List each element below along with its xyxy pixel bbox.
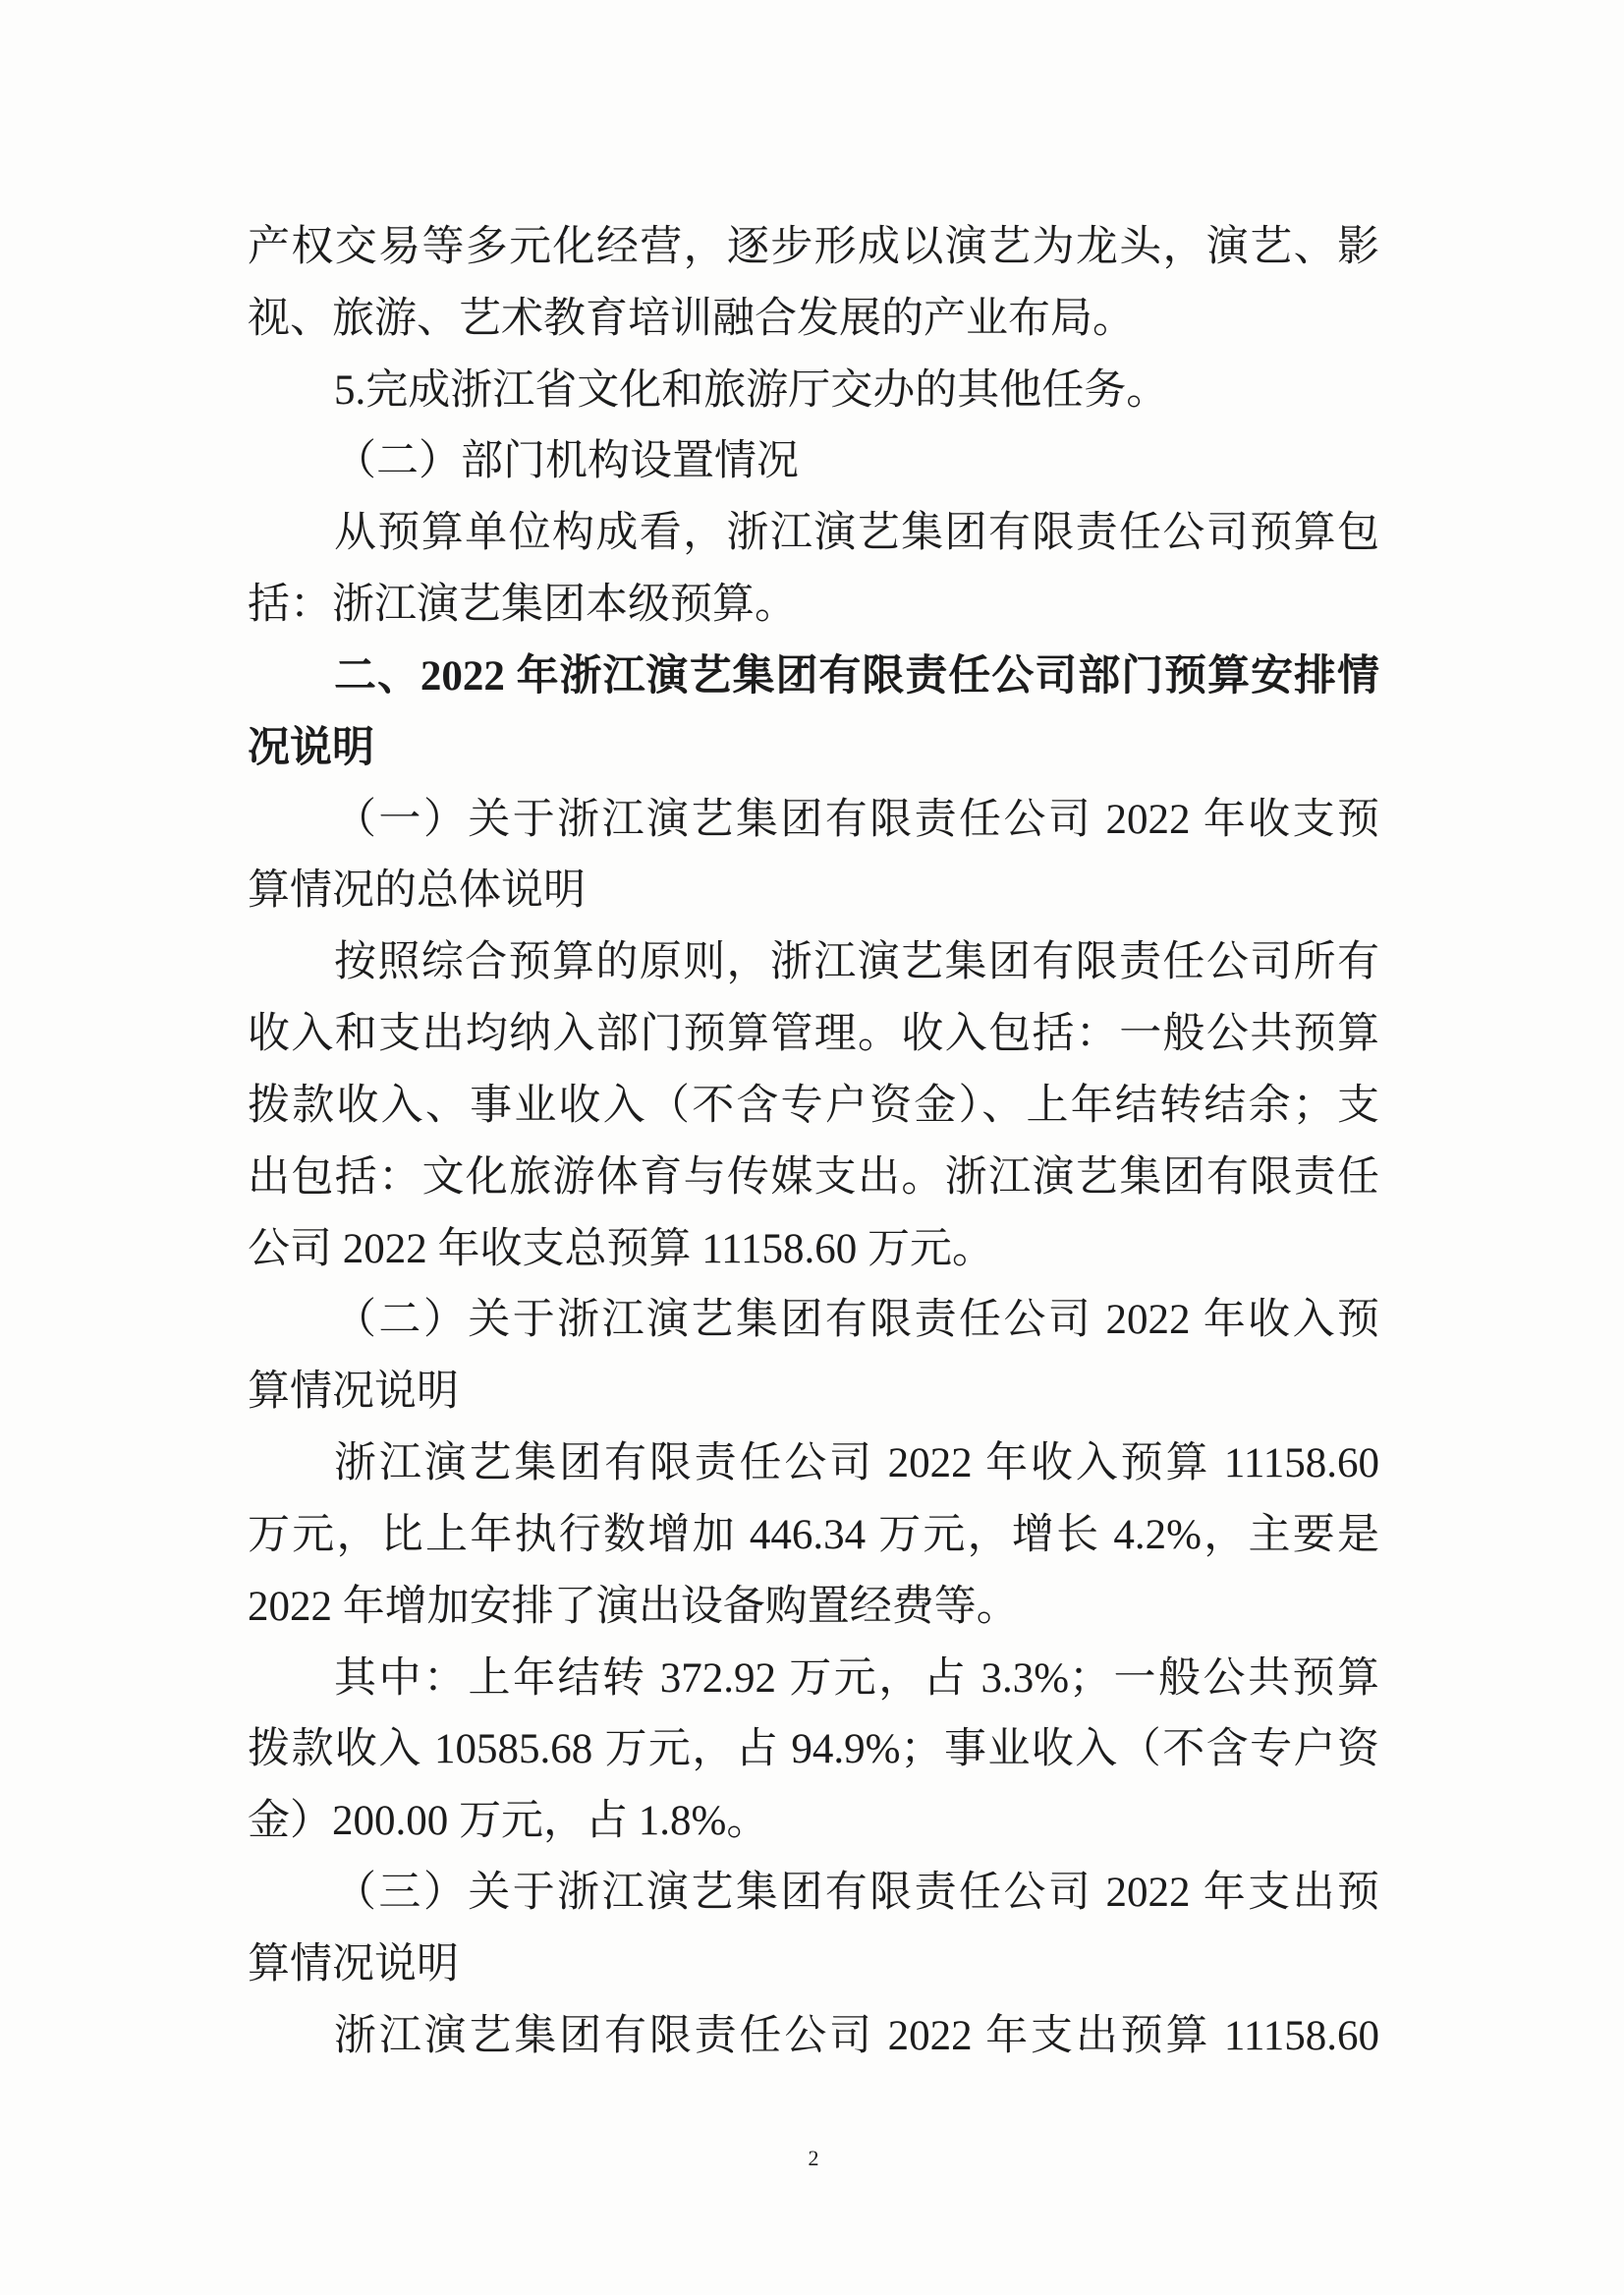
- section-heading: （二）关于浙江演艺集团有限责任公司 2022 年收入预: [334, 1297, 1379, 1344]
- section-heading: 算情况的总体说明: [248, 868, 586, 915]
- chapter-heading: 况说明: [248, 724, 374, 771]
- text-line: 产权交易等多元化经营，逐步形成以演艺为龙头，演艺、影: [248, 224, 1379, 270]
- section-heading: （三）关于浙江演艺集团有限责任公司 2022 年支出预: [334, 1870, 1379, 1917]
- text-line: 2022 年增加安排了演出设备购置经费等。: [248, 1583, 1019, 1630]
- section-heading: （一）关于浙江演艺集团有限责任公司 2022 年收支预: [334, 796, 1379, 843]
- text-line: 拨款收入 10585.68 万元，占 94.9%；事业收入（不含专户资: [248, 1726, 1379, 1773]
- page-number: 2: [808, 2146, 819, 2170]
- section-heading: （二）部门机构设置情况: [334, 438, 799, 485]
- section-heading: 算情况说明: [248, 1940, 459, 1987]
- text-line: 拨款收入、事业收入（不含专户资金）、上年结转结余；支: [248, 1082, 1379, 1129]
- document-body: [248, 212, 1379, 2073]
- text-line: 从预算单位构成看，浙江演艺集团有限责任公司预算包: [334, 510, 1379, 557]
- list-item-5: 5.完成浙江省文化和旅游厅交办的其他任务。: [334, 366, 1169, 414]
- text-line: 括：浙江演艺集团本级预算。: [248, 582, 797, 629]
- text-line: 其中：上年结转 372.92 万元，占 3.3%；一般公共预算: [334, 1654, 1379, 1702]
- text-line: 按照综合预算的原则，浙江演艺集团有限责任公司所有: [334, 939, 1379, 986]
- text-line: 出包括：文化旅游体育与传媒支出。浙江演艺集团有限责任: [248, 1153, 1379, 1201]
- text-line: 浙江演艺集团有限责任公司 2022 年支出预算 11158.60: [334, 2012, 1379, 2059]
- text-line: 金）200.00 万元，占 1.8%。: [248, 1798, 769, 1845]
- chapter-heading: 二、2022 年浙江演艺集团有限责任公司部门预算安排情: [334, 652, 1379, 700]
- text-line: 万元，比上年执行数增加 446.34 万元，增长 4.2%，主要是: [248, 1511, 1379, 1558]
- text-line: 视、旅游、艺术教育培训融合发展的产业布局。: [248, 295, 1135, 342]
- text-line: 公司 2022 年收支总预算 11158.60 万元。: [248, 1225, 995, 1272]
- text-line: 收入和支出均纳入部门预算管理。收入包括：一般公共预算: [248, 1011, 1379, 1058]
- section-heading: 算情况说明: [248, 1369, 459, 1416]
- text-line: 浙江演艺集团有限责任公司 2022 年收入预算 11158.60: [334, 1440, 1379, 1487]
